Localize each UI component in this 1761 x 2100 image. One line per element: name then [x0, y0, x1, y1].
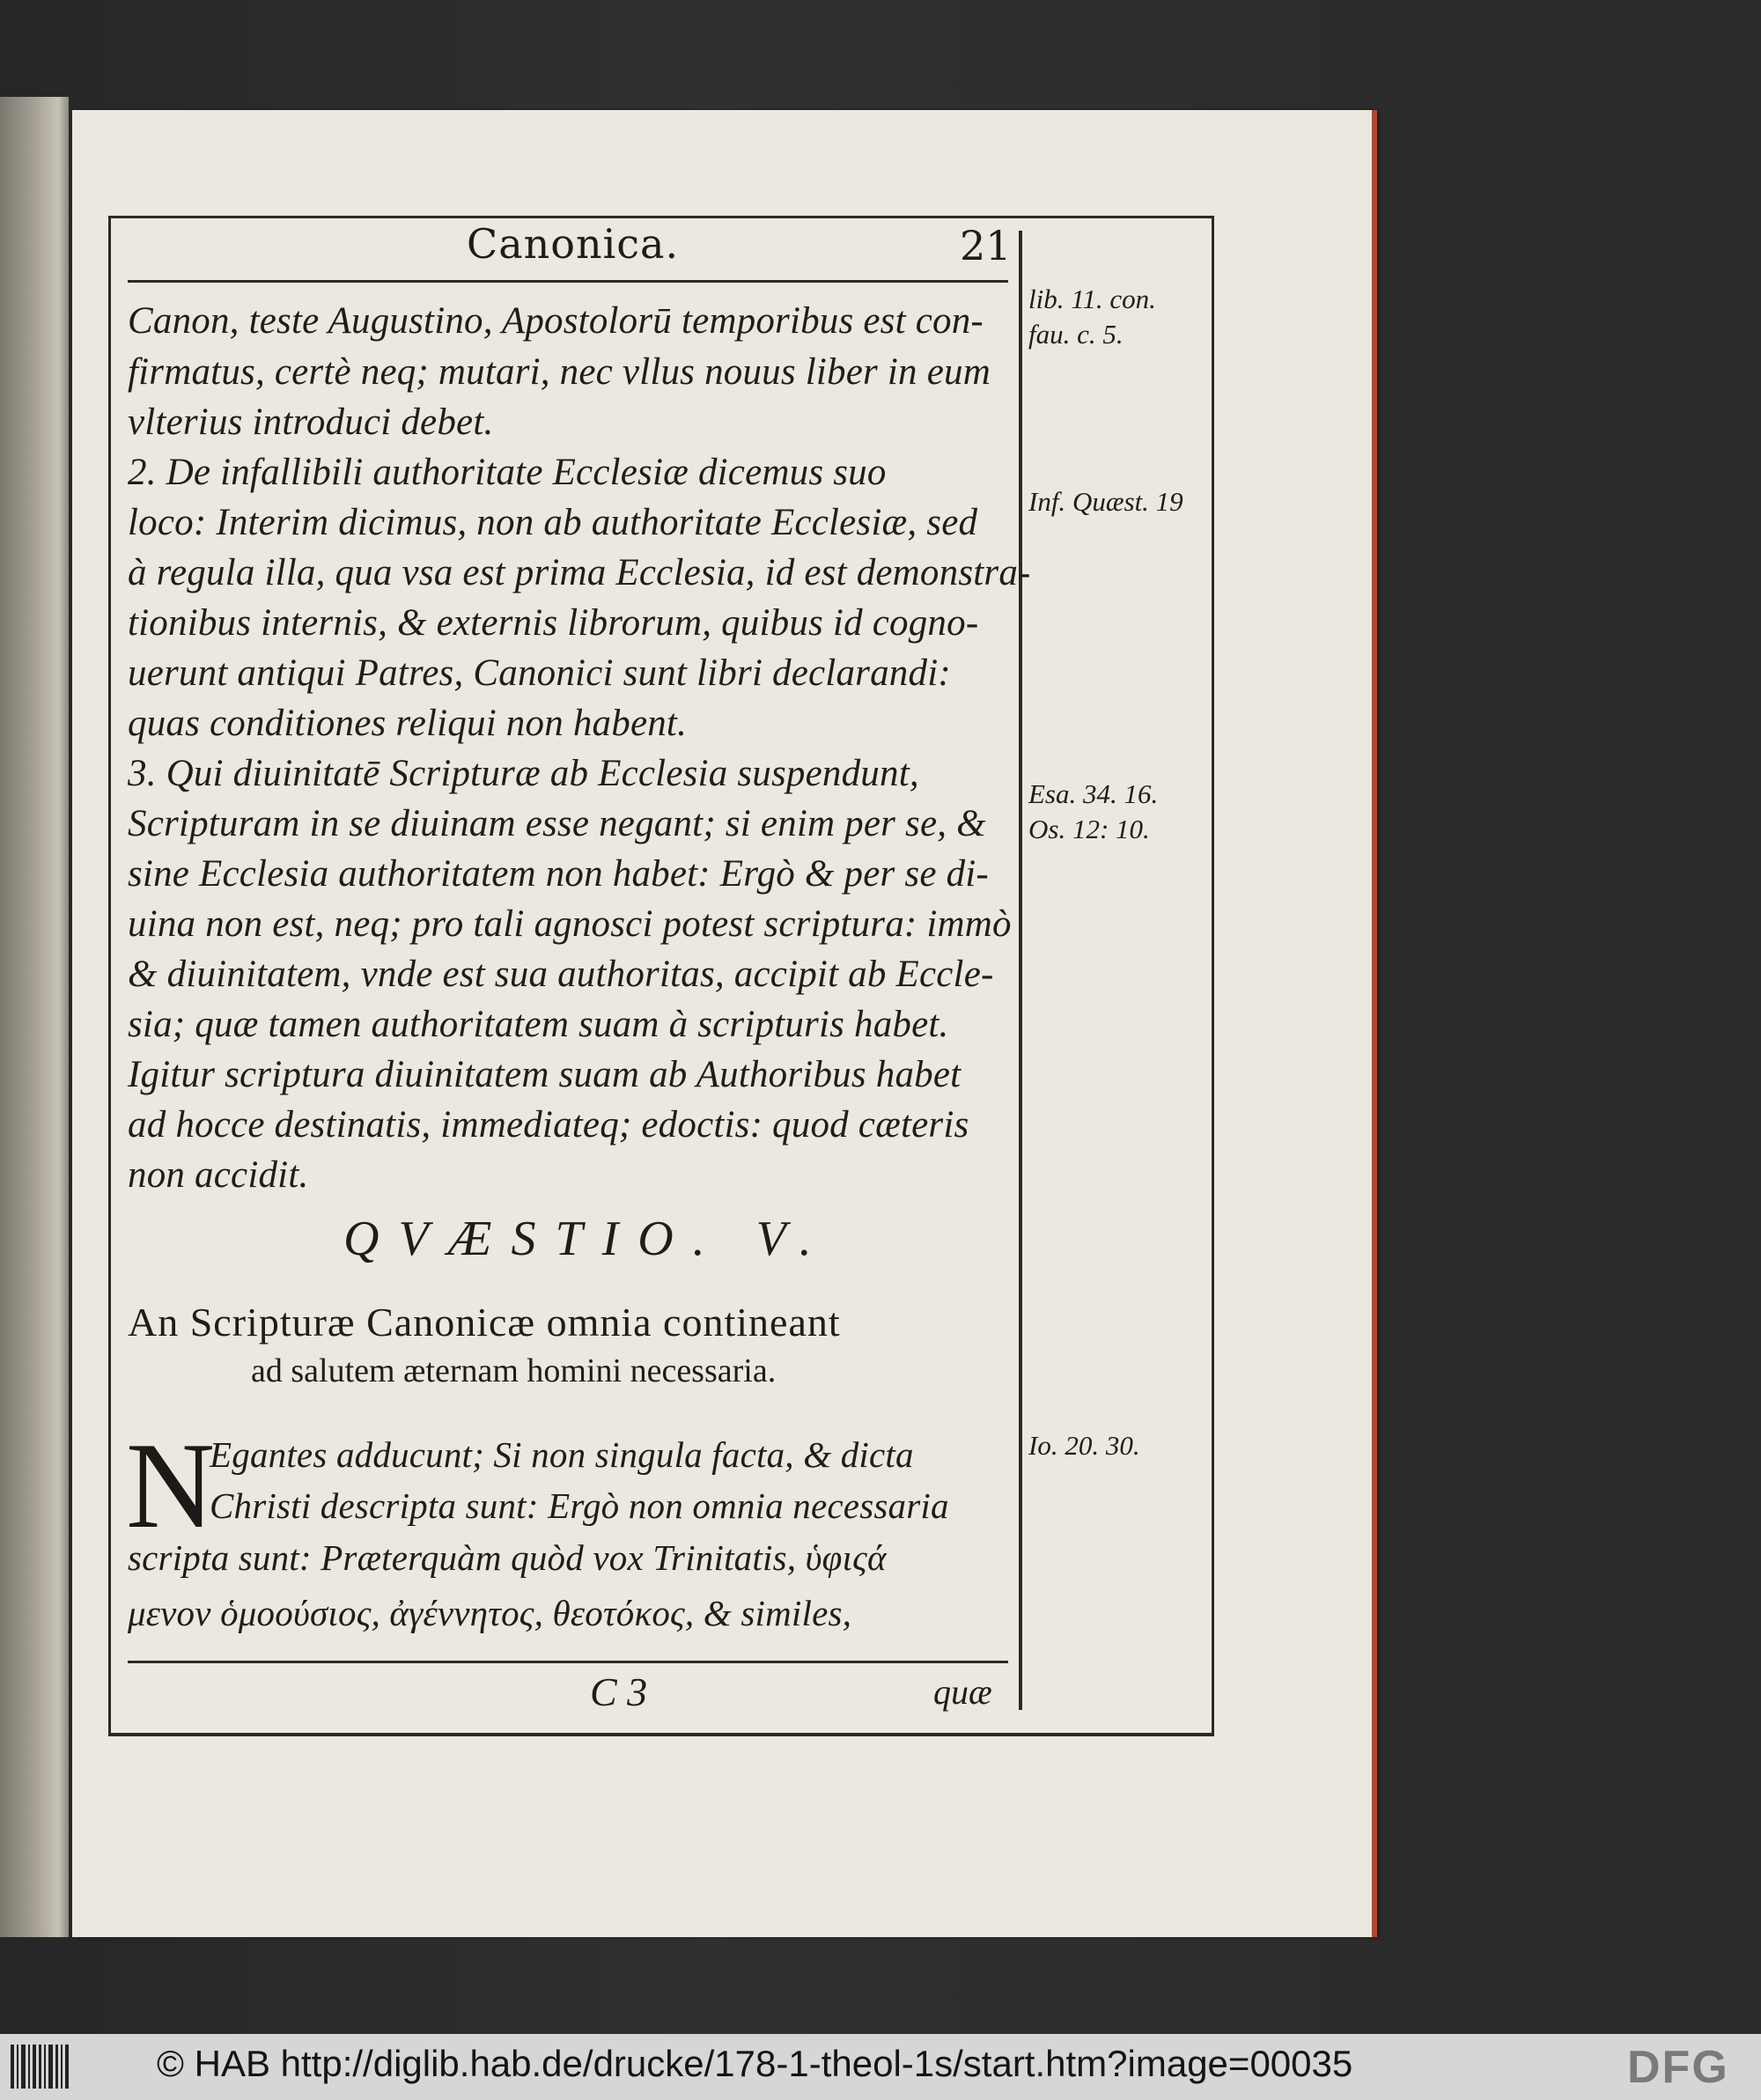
body-line: loco: Interim dicimus, non ab authoritate Ecclesiæ, sed [128, 502, 978, 543]
body-line: sia; quæ tamen authoritatem suam à scripturis habet. [128, 1004, 949, 1045]
body-line: vlterius introduci debet. [128, 402, 494, 443]
body-line: sine Ecclesia authoritatem non habet: Ergò & per se di- [128, 853, 989, 895]
body-line: μενον ὁμοούσιος, ἀγέννητος, θεοτόκος, & similes, [128, 1593, 852, 1633]
margin-note [1028, 1428, 1140, 1463]
margin-note-line: Os. 12: 10. [1028, 814, 1150, 844]
body-line: Igitur scriptura diuinitatem suam ab Authoribus habet [128, 1054, 962, 1095]
running-head: Canonica. [467, 220, 680, 268]
margin-note [1028, 777, 1158, 847]
body-line: firmatus, certè neq; mutari, nec vllus nouus liber in eum [128, 351, 991, 393]
drop-cap: N [126, 1418, 216, 1554]
copyright-link[interactable]: © HAB http://diglib.hab.de/drucke/178-1-theol-1s/start.htm?image=00035 [157, 2043, 1353, 2084]
margin-note-line: Esa. 34. 16. [1028, 778, 1159, 809]
margin-column-divider [1019, 231, 1022, 1710]
question-title-line-2: ad salutem æternam homini necessaria. [251, 1352, 777, 1389]
body-line: Canon, teste Augustino, Apostolorū temporibus est con- [128, 300, 984, 342]
margin-note-line: lib. 11. con. [1028, 284, 1156, 314]
barcode-icon [11, 2045, 72, 2089]
question-heading: QVÆSTIO. V. [343, 1212, 831, 1266]
body-line: Christi descripta sunt: Ergò non omnia necessaria [210, 1485, 949, 1526]
signature-mark: C 3 [590, 1669, 648, 1714]
header-rule [128, 280, 1008, 283]
body-line: uina non est, neq; pro tali agnosci potest scriptura: immò [128, 903, 1012, 945]
margin-note-line: fau. c. 5. [1028, 319, 1124, 350]
question-title-line-1: An Scripturæ Canonicæ omnia contineant [128, 1300, 841, 1345]
left-page-edges [0, 97, 69, 1937]
body-line: quas conditiones reliqui non habent. [128, 703, 688, 744]
margin-note [1028, 484, 1183, 519]
body-line: ad hocce destinatis, immediateq; edoctis: quod cæteris [128, 1104, 969, 1146]
body-line: Egantes adducunt; Si non singula facta, & dicta [210, 1434, 914, 1475]
body-line: 3. Qui diuinitatē Scripturæ ab Ecclesia suspendunt, [128, 753, 919, 794]
footer-rule [128, 1661, 1008, 1663]
body-line: scripta sunt: Præterquàm quòd vox Trinitatis, ὑφιςά [128, 1537, 887, 1578]
margin-note-line: Io. 20. 30. [1028, 1430, 1140, 1461]
body-line: Scripturam in se diuinam esse negant; si enim per se, & [128, 803, 986, 844]
body-line: uerunt antiqui Patres, Canonici sunt libri declarandi: [128, 652, 951, 694]
body-line: tionibus internis, & externis librorum, quibus id cogno- [128, 602, 979, 644]
page-number: 21 [960, 222, 1012, 269]
margin-note-line: Inf. Quæst. 19 [1028, 486, 1183, 517]
margin-note [1028, 282, 1156, 352]
body-line: à regula illa, qua vsa est prima Ecclesia, id est demonstra- [128, 552, 1031, 593]
body-line: non accidit. [128, 1154, 309, 1196]
body-line: 2. De infallibili authoritate Ecclesiæ dicemus suo [128, 452, 887, 493]
dfg-logo: DFG [1627, 2042, 1729, 2093]
body-line: & diuinitatem, vnde est sua authoritas, accipit ab Eccle- [128, 954, 994, 995]
catchword: quæ [933, 1672, 992, 1712]
